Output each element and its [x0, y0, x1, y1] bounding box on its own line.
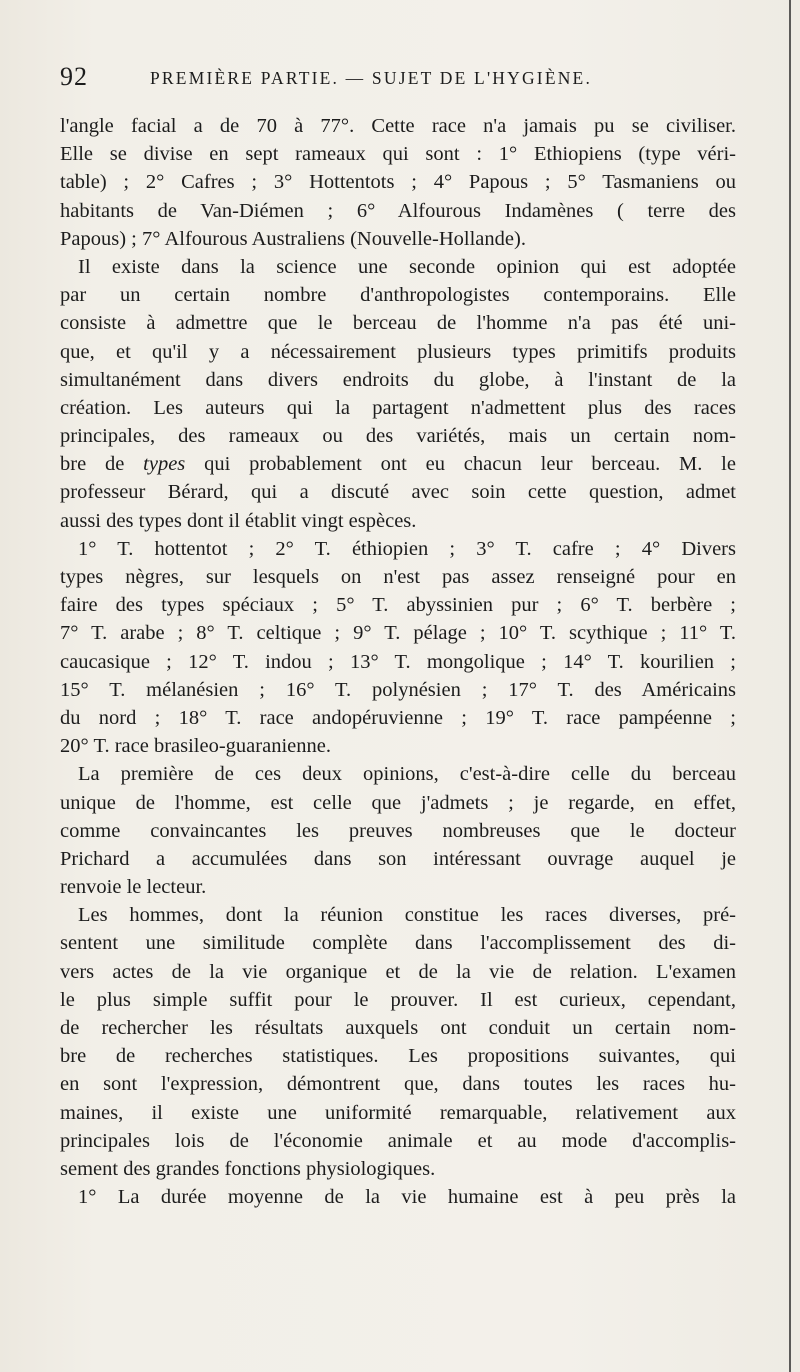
text-line: 7° T. arabe ; 8° T. celtique ; 9° T. pélage ; 10° T. scythique ; 11° T. — [60, 622, 736, 645]
text-line: le plus simple suffit pour le prouver. Il est curieux, cependant, — [60, 988, 736, 1011]
italic-term: types — [143, 453, 186, 476]
text-line: Papous) ; 7° Alfourous Australiens (Nouvelle-Hollande). — [60, 227, 526, 250]
text-line: sement des grandes fonctions physiologiques. — [60, 1157, 436, 1180]
text-line: l'angle facial a de 70 à 77°. Cette race n'a jamais pu se civiliser. — [60, 115, 736, 137]
body-text — [60, 112, 736, 1211]
text-line: en sont l'expression, démontrent que, dans toutes les races hu- — [60, 1073, 736, 1096]
text-line: table) ; 2° Cafres ; 3° Hottentots ; 4° Papous ; 5° Tasmaniens ou — [60, 171, 736, 194]
text-line: 1° T. hottentot ; 2° T. éthiopien ; 3° T. cafre ; 4° Divers — [78, 537, 736, 560]
text-line: bre de recherches statistiques. Les propositions suivantes, qui — [60, 1045, 736, 1068]
text-line: 1° La durée moyenne de la vie humaine est à peu près la — [78, 1186, 736, 1209]
text-line: professeur Bérard, qui a discuté avec soin cette question, admet — [60, 481, 736, 504]
text-line: aussi des types dont il établit vingt espèces. — [60, 509, 417, 532]
text-line: que, et qu'il y a nécessairement plusieurs types primitifs produits — [60, 340, 736, 363]
text-line: caucasique ; 12° T. indou ; 13° T. mongolique ; 14° T. kourilien ; — [60, 650, 736, 673]
text-line: 20° T. race brasileo-guaranienne. — [60, 735, 331, 758]
text-line: bre de types qui probablement ont eu chacun leur berceau. M. le — [60, 453, 736, 476]
text-line: habitants de Van-Diémen ; 6° Alfourous Indamènes ( terre des — [60, 199, 736, 222]
text-line: La première de ces deux opinions, c'est-à-dire celle du berceau — [78, 763, 736, 786]
text-line: sentent une similitude complète dans l'accomplissement des di- — [60, 932, 736, 955]
text-line: faire des types spéciaux ; 5° T. abyssinien pur ; 6° T. berbère ; — [60, 594, 736, 617]
text-line: vers actes de la vie organique et de la vie de relation. L'examen — [60, 960, 736, 983]
text-line: de rechercher les résultats auxquels ont conduit un certain nom- — [60, 1017, 736, 1039]
text-line: Les hommes, dont la réunion constitue les races diverses, pré- — [78, 904, 736, 927]
text-line: types nègres, sur lesquels on n'est pas assez renseigné pour en — [60, 566, 736, 588]
text-line: Elle se divise en sept rameaux qui sont : 1° Ethiopiens (type véri- — [60, 143, 736, 166]
text-line: consiste à admettre que le berceau de l'homme n'a pas été uni- — [60, 312, 736, 335]
text-line: principales, des rameaux ou des variétés, mais un certain nom- — [60, 425, 736, 448]
text-line: création. Les auteurs qui la partagent n'admettent plus des races — [60, 396, 736, 419]
text-line: du nord ; 18° T. race andopéruvienne ; 19° T. race pampéenne ; — [60, 706, 736, 729]
page-number: 92 — [60, 62, 88, 91]
text-line: Prichard a accumulées dans son intéressant ouvrage auquel je — [60, 847, 736, 870]
running-head: PREMIÈRE PARTIE. — SUJET DE L'HYGIÈNE. — [150, 68, 593, 88]
text-line: comme convaincantes les preuves nombreuses que le docteur — [60, 819, 736, 842]
text-line: simultanément dans divers endroits du globe, à l'instant de la — [60, 368, 736, 391]
text-line: Il existe dans la science une seconde opinion qui est adoptée — [78, 255, 736, 278]
text-line: unique de l'homme, est celle que j'admets ; je regarde, en effet, — [60, 791, 736, 814]
page-header — [60, 62, 740, 92]
text-line: renvoie le lecteur. — [60, 876, 207, 899]
text-line: 15° T. mélanésien ; 16° T. polynésien ; 17° T. des Américains — [60, 678, 736, 701]
page-edge-line — [789, 0, 791, 1372]
text-line: principales lois de l'économie animale et au mode d'accomplis- — [60, 1129, 736, 1152]
text-line: maines, il existe une uniformité remarquable, relativement aux — [60, 1101, 736, 1124]
text-line: par un certain nombre d'anthropologistes contemporains. Elle — [60, 284, 736, 307]
